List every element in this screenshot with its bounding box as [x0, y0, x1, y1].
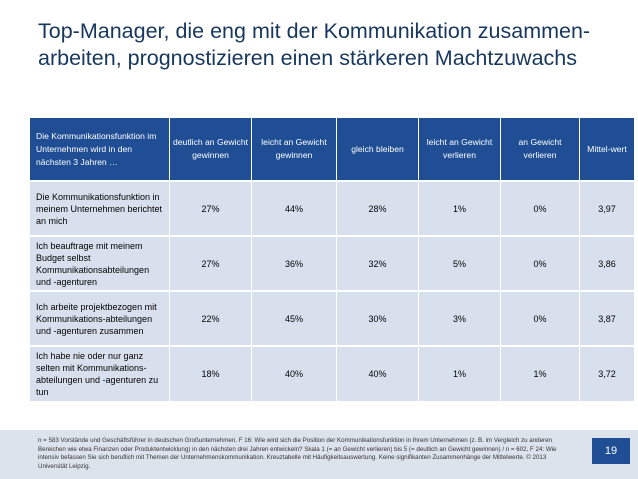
table-cell: 3% [419, 290, 501, 345]
table-cell: 44% [252, 180, 337, 235]
table-cell: 27% [170, 235, 252, 290]
slide-title-line-2: arbeiten, prognostizieren einen stärkeren Machtzuwachs [38, 46, 577, 70]
table-row [30, 180, 634, 235]
table-cell: 1% [419, 345, 501, 401]
table-cell: 28% [337, 180, 419, 235]
table-cell: 27% [170, 180, 252, 235]
table-cell: 40% [337, 345, 419, 401]
slide-title-line-1: Top-Manager, die eng mit der Kommunikation zusammen- [38, 19, 591, 43]
slide-title [38, 18, 618, 72]
table-cell: 30% [337, 290, 419, 345]
header-leicht-gewinnen: leicht an Gewicht gewinnen [252, 118, 337, 180]
header-leicht-verlieren: leicht an Gewicht verlieren [419, 118, 501, 180]
header-mittelwert: Mittel-wert [580, 118, 634, 180]
footer-bar [0, 430, 638, 479]
page-number: 19 [592, 438, 630, 464]
row-label: Die Kommunikationsfunktion in meinem Unternehmen berichtet an mich [30, 180, 170, 235]
footnote: n = 583 Vorstände und Geschäftsführer in deutschen Großunternehmen. F 16: Wie wird sich die Position der Kommunikationsfunktion in Ihrem Unternehmen (z. B. im Vergleich zu anderen Bereichen wie etwa Finanzen oder Produktentwicklung) in den nächsten drei Jahren entwickeln? Skala 1 (= an Gewicht verlieren) bis 5 (= deutlich an Gewicht gewinnen) / n = 602, F 24: Wie intensiv befassen Sie sich beruflich mit Themen der Unternehmenskommunikation. Kreuztabelle mit Häufigkeitsauswertung. Keine signifikanten Zusammenhänge der Mittelwerte. © 2013 Universität Leipzig. [38, 437, 557, 470]
table-row [30, 235, 634, 290]
table-cell: 0% [501, 180, 580, 235]
row-label: Ich beauftrage mit meinem Budget selbst Kommunikationsabteilungen und -agenturen [30, 235, 170, 290]
header-deutlich-gewinnen: deutlich an Gewicht gewinnen [170, 118, 252, 180]
row-label: Ich habe nie oder nur ganz selten mit Kommunikations-abteilungen und -agenturen zu tun [30, 345, 170, 401]
table-cell-mean: 3,86 [580, 235, 634, 290]
table-cell: 45% [252, 290, 337, 345]
header-verlieren: an Gewicht verlieren [501, 118, 580, 180]
table-row [30, 290, 634, 345]
header-question: Die Kommunikationsfunktion im Unternehmen wird in den nächsten 3 Jahren … [30, 118, 170, 180]
table-cell-mean: 3,87 [580, 290, 634, 345]
row-label: Ich arbeite projektbezogen mit Kommunikations-abteilungen und -agenturen zusammen [30, 290, 170, 345]
table-cell: 36% [252, 235, 337, 290]
table-cell: 0% [501, 290, 580, 345]
table-header-row [30, 118, 634, 180]
results-table [30, 118, 634, 401]
header-gleich-bleiben: gleich bleiben [337, 118, 419, 180]
table-cell: 18% [170, 345, 252, 401]
table-cell: 40% [252, 345, 337, 401]
table-cell: 1% [419, 180, 501, 235]
table-cell: 0% [501, 235, 580, 290]
table-row [30, 345, 634, 401]
table-cell: 32% [337, 235, 419, 290]
table-cell: 1% [501, 345, 580, 401]
table-cell-mean: 3,72 [580, 345, 634, 401]
table-cell: 5% [419, 235, 501, 290]
table-cell: 22% [170, 290, 252, 345]
table-cell-mean: 3,97 [580, 180, 634, 235]
